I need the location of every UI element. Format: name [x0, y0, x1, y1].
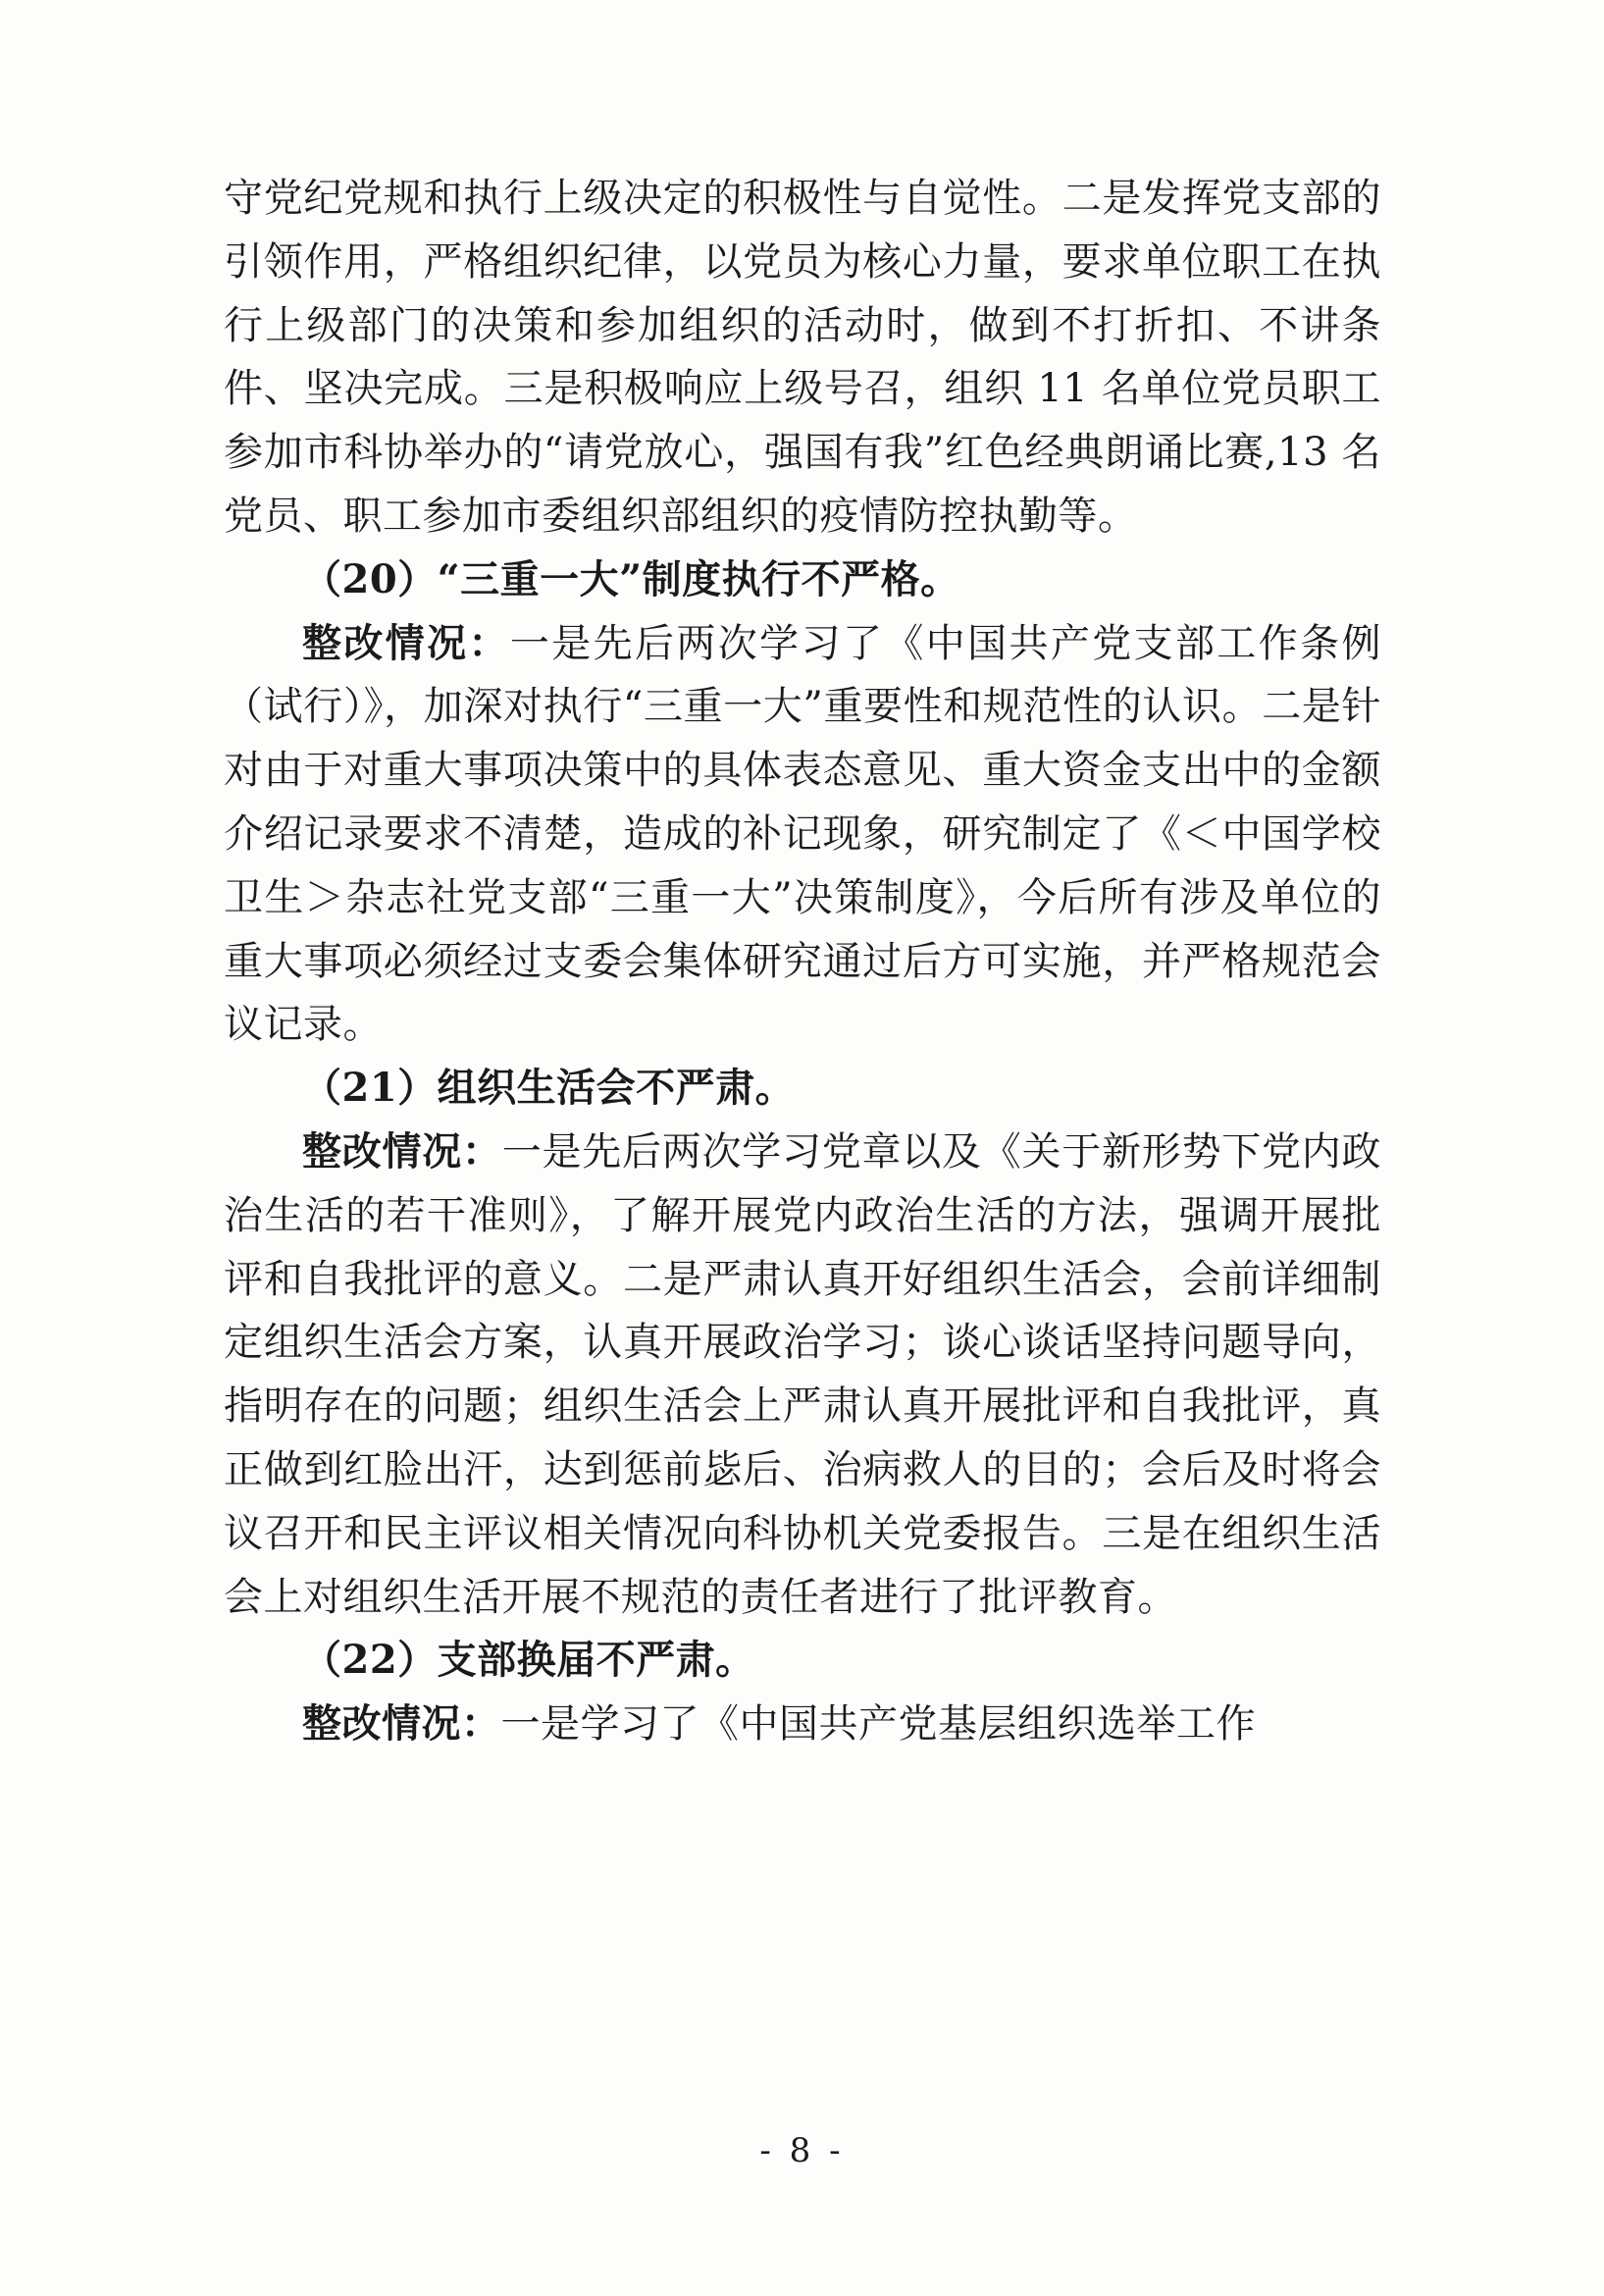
heading-item-22: （22）支部换届不严肃。: [302, 1637, 755, 1684]
paragraph-text-21: 一是先后两次学习党章以及《关于新形势下党内政治生活的若干准则》，了解开展党内政治生活的方法，强调开展批评和自我批评的意义。二是严肃认真开好组织生活会，会前详细制定组织生活会方案，认真开展政治学习；谈心谈话坚持问题导向，指明存在的问题；组织生活会上严肃认真开展批评和自我批评，真正做到红脸出汗，达到惩前毖后、治病救人的目的；会后及时将会议召开和民主评议相关情况向科协机关党委报告。三是在组织生活会上对组织生活开展不规范的责任者进行了批评教育。: [224, 1128, 1381, 1620]
page-number: - 8 -: [759, 2131, 845, 2170]
paragraph-text-22: 一是学习了《中国共产党基层组织选举工作: [500, 1701, 1256, 1748]
paragraph-text-20: 一是先后两次学习了《中国共产党支部工作条例（试行）》，加深对执行“三重一大”重要性和规范性的认识。二是针对由于对重大事项决策中的具体表态意见、重大资金支出中的金额介绍记录要求不清楚，造成的补记现象，研究制定了《＜中国学校卫生＞杂志社党支部“三重一大”决策制度》，今后所有涉及单位的重大事项必须经过支委会集体研究通过后方可实施，并严格规范会议记录。: [224, 620, 1382, 1048]
paragraph-item-20: [224, 612, 1381, 1058]
paragraph-lead-22: 整改情况：: [302, 1700, 501, 1748]
paragraph-lead-20: 整改情况：: [302, 619, 510, 666]
heading-item-20: （20）“三重一大”制度执行不严格。: [302, 555, 960, 602]
paragraph-item-21: [224, 1121, 1381, 1629]
paragraph-lead-21: 整改情况：: [302, 1127, 502, 1174]
page-body: [224, 167, 1381, 1756]
paragraph-continued: 守党纪党规和执行上级决定的积极性与自觉性。二是发挥党支部的引领作用，严格组织纪律，以党员为核心力量，要求单位职工在执行上级部门的决策和参加组织的活动时，做到不打折扣、不讲条件、坚决完成。三是积极响应上级号召，组织 11 名单位党员职工参加市科协举办的“请党放心，强国有我”红色经典朗诵比赛,13 名党员、职工参加市委组织部组织的疫情防控执勤等。: [224, 176, 1381, 539]
heading-item-21: （21）组织生活会不严肃。: [302, 1065, 796, 1112]
paragraph-item-22: [224, 1693, 1381, 1756]
